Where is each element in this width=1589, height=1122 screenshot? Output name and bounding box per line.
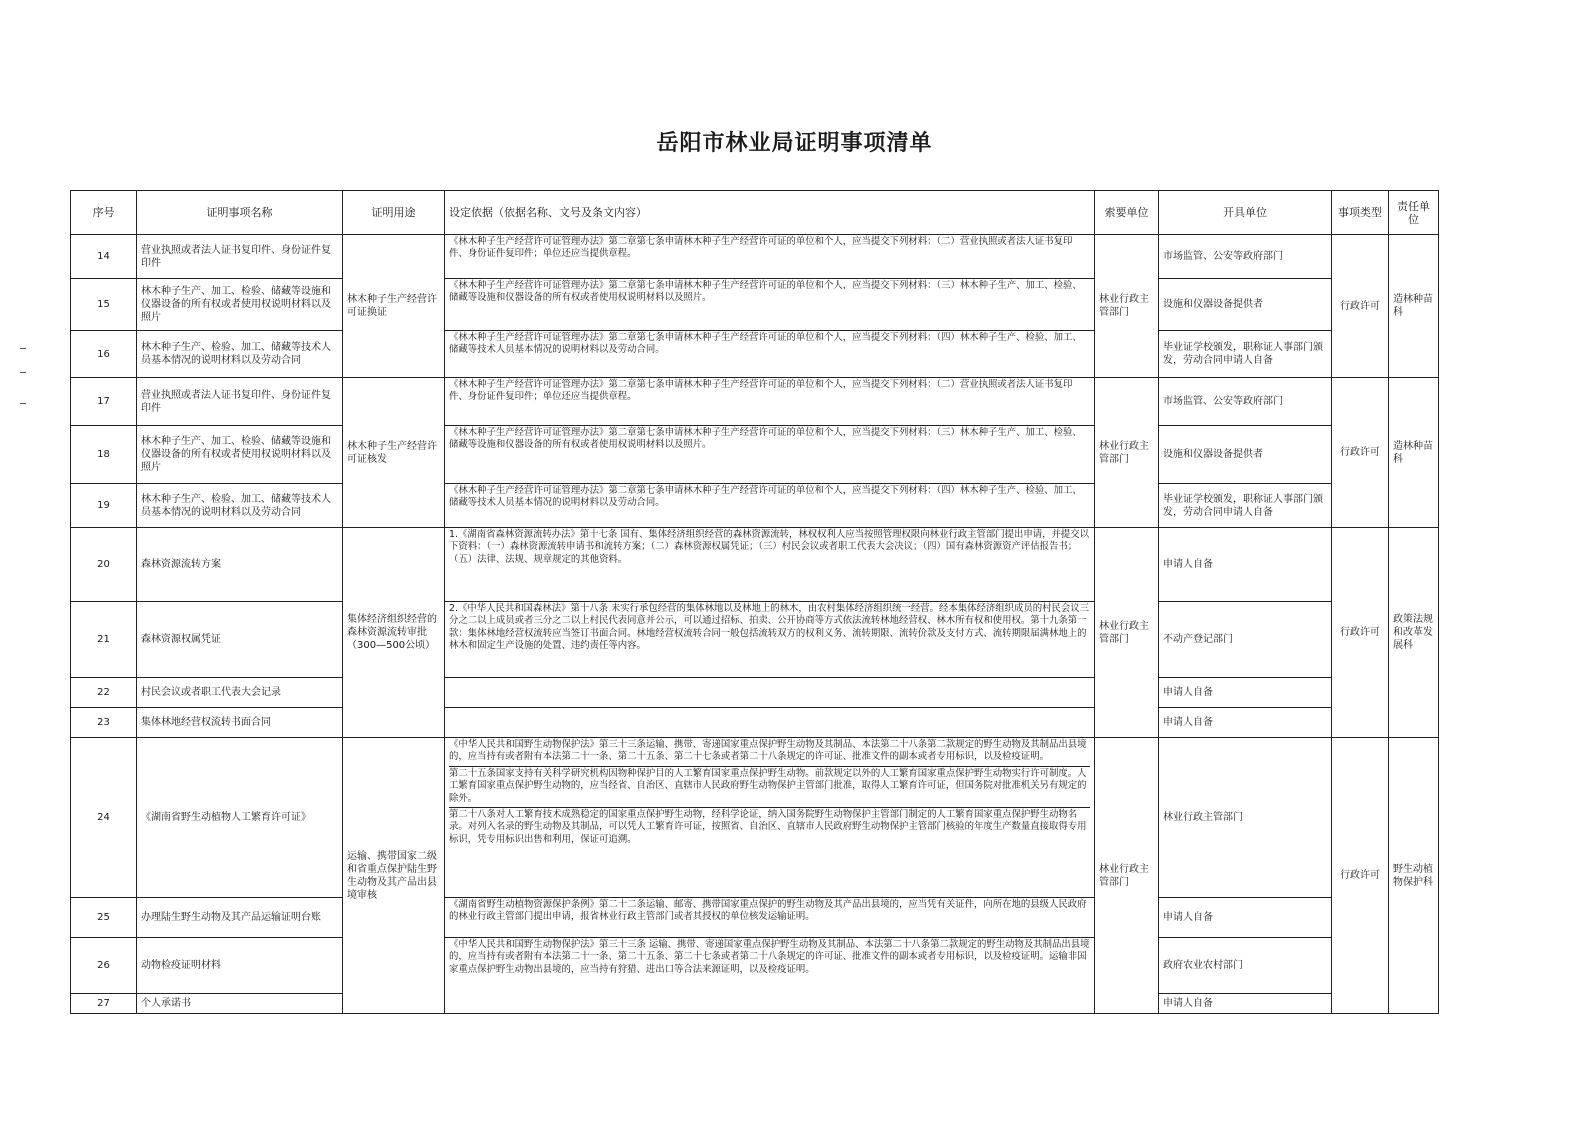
issuer-cell: 申请人自备 [1159,994,1332,1014]
name-cell: 个人承诺书 [137,994,343,1014]
header-type: 事项类型 [1332,191,1389,235]
basis-cell: 《林木种子生产经营许可证管理办法》第二章第七条申请林木种子生产经营许可证的单位和个人，应当提交下列材料：（四）林木种子生产、检验、加工、储藏等技术人员基本情况的说明材料以及劳动合同。 [445,331,1095,378]
basis-cell [445,678,1095,708]
name-cell: 动物检疫证明材料 [137,938,343,994]
header-name: 证明事项名称 [137,191,343,235]
purpose-cell: 林木种子生产经营许可证核发 [343,378,445,528]
responsible-cell: 造林种苗科 [1389,378,1439,528]
type-cell: 行政许可 [1332,528,1389,738]
table-row [71,938,1439,994]
basis-cell: 《林木种子生产经营许可证管理办法》第二章第七条申请林木种子生产经营许可证的单位和个人，应当提交下列材料：（四）林木种子生产、检验、加工、储藏等技术人员基本情况的说明材料以及劳动合同。 [445,484,1095,528]
name-cell: 森林资源流转方案 [137,528,343,602]
name-cell: 营业执照或者法人证书复印件、身份证件复印件 [137,235,343,279]
basis-cell [445,738,1095,898]
requester-cell: 林业行政主管部门 [1095,235,1159,378]
basis-cell: 《林木种子生产经营许可证管理办法》第二章第七条申请林木种子生产经营许可证的单位和个人，应当提交下列材料：（三）林木种子生产、加工、检验、储藏等设施和仪器设备的所有权或者使用权说明材料以及照片。 [445,279,1095,331]
type-cell: 行政许可 [1332,235,1389,378]
table-row [71,528,1439,602]
table-row [71,602,1439,678]
table-row [71,279,1439,331]
issuer-cell: 市场监管、公安等政府部门 [1159,235,1332,279]
basis-paragraph: 第二十五条国家支持有关科学研究机构因物种保护目的人工繁育国家重点保护野生动物。前款规定以外的人工繁育国家重点保护野生动物实行许可制度。人工繁育国家重点保护野生动物的，应当经省、自治区、直辖市人民政府野生动物保护主管部门批准，取得人工繁育许可证，但国务院对批准机关另有规定的除外。 [449,767,1090,808]
basis-cell: 1.《湖南省森林资源流转办法》第十七条 国有、集体经济组织经营的森林资源流转，林权权利人应当按照管理权限向林业行政主管部门提出申请，并提交以下资料：（一）森林资源流转申请书和流转方案；（二）森林资源权属凭证；（三）村民会议或者职工代表大会决议；（四）国有森林资源资产评估报告书；（五）法律、法规、规章规定的其他资料。 [445,528,1095,602]
scan-mark [20,403,26,404]
requester-cell: 林业行政主管部门 [1095,528,1159,738]
seq-cell: 20 [71,528,137,602]
name-cell: 林木种子生产、检验、加工、储藏等技术人员基本情况的说明材料以及劳动合同 [137,331,343,378]
seq-cell: 16 [71,331,137,378]
issuer-cell: 申请人自备 [1159,678,1332,708]
type-cell: 行政许可 [1332,738,1389,1014]
name-cell: 《湖南省野生动植物人工繁育许可证》 [137,738,343,898]
type-cell: 行政许可 [1332,378,1389,528]
proof-items-table [70,190,1439,1014]
issuer-cell: 申请人自备 [1159,528,1332,602]
seq-cell: 24 [71,738,137,898]
seq-cell: 19 [71,484,137,528]
seq-cell: 15 [71,279,137,331]
responsible-cell: 政策法规和改革发展科 [1389,528,1439,738]
seq-cell: 23 [71,708,137,738]
issuer-cell: 申请人自备 [1159,708,1332,738]
header-issuer: 开具单位 [1159,191,1332,235]
basis-cell [445,708,1095,738]
basis-cell: 《湖南省野生动植物资源保护条例》第二十二条运输、邮寄、携带国家重点保护的野生动物及其产品出县境的，应当凭有关证件，向所在地的县级人民政府的林业行政主管部门提出申请，报省林业行政主管部门或者其授权的单位核发运输证明。 [445,898,1095,938]
header-row [71,191,1439,235]
basis-paragraph: 《中华人民共和国野生动物保护法》第三十三条运输、携带、寄递国家重点保护野生动物及其制品、本法第二十八条第二款规定的野生动物及其制品出县境的，应当持有或者附有本法第二十一条、第二十五条、第二十七条或者第二十八条规定的许可证、批准文件的副本或者专用标识，以及检疫证明。 [449,739,1090,767]
name-cell: 村民会议或者职工代表大会记录 [137,678,343,708]
name-cell: 林木种子生产、加工、检验、储藏等设施和仪器设备的所有权或者使用权说明材料以及照片 [137,426,343,484]
seq-cell: 26 [71,938,137,994]
name-cell: 森林资源权属凭证 [137,602,343,678]
name-cell: 林木种子生产、加工、检验、储藏等设施和仪器设备的所有权或者使用权说明材料以及照片 [137,279,343,331]
table-row [71,426,1439,484]
seq-cell: 17 [71,378,137,426]
table-row [71,738,1439,898]
header-requester: 索要单位 [1095,191,1159,235]
seq-cell: 18 [71,426,137,484]
scan-mark [20,348,26,349]
requester-cell: 林业行政主管部门 [1095,738,1159,1014]
purpose-cell: 林木种子生产经营许可证换证 [343,235,445,378]
issuer-cell: 毕业证学校颁发，职称证人事部门颁发，劳动合同申请人自备 [1159,331,1332,378]
seq-cell: 14 [71,235,137,279]
page-title: 岳阳市林业局证明事项清单 [656,130,933,156]
scan-mark [20,372,26,373]
header-responsible: 责任单位 [1389,191,1439,235]
basis-cell: 《林木种子生产经营许可证管理办法》第二章第七条申请林木种子生产经营许可证的单位和个人，应当提交下列材料：（二）营业执照或者法人证书复印件、身份证件复印件；单位还应当提供章程。 [445,378,1095,426]
table-row [71,331,1439,378]
header-seq: 序号 [71,191,137,235]
basis-cell: 《林木种子生产经营许可证管理办法》第二章第七条申请林木种子生产经营许可证的单位和个人，应当提交下列材料：（二）营业执照或者法人证书复印件、身份证件复印件；单位还应当提供章程。 [445,235,1095,279]
header-purpose: 证明用途 [343,191,445,235]
header-basis: 设定依据（依据名称、文号及条文内容） [445,191,1095,235]
name-cell: 林木种子生产、检验、加工、储藏等技术人员基本情况的说明材料以及劳动合同 [137,484,343,528]
seq-cell: 21 [71,602,137,678]
table-row [71,678,1439,708]
issuer-cell: 政府农业农村部门 [1159,938,1332,994]
seq-cell: 22 [71,678,137,708]
requester-cell: 林业行政主管部门 [1095,378,1159,528]
table-row [71,708,1439,738]
issuer-cell: 市场监管、公安等政府部门 [1159,378,1332,426]
issuer-cell: 设施和仪器设备提供者 [1159,279,1332,331]
issuer-cell: 毕业证学校颁发，职称证人事部门颁发，劳动合同申请人自备 [1159,484,1332,528]
name-cell: 集体林地经营权流转书面合同 [137,708,343,738]
responsible-cell: 造林种苗科 [1389,235,1439,378]
table-row [71,378,1439,426]
seq-cell: 27 [71,994,137,1014]
table-row [71,235,1439,279]
seq-cell: 25 [71,898,137,938]
issuer-cell: 设施和仪器设备提供者 [1159,426,1332,484]
purpose-cell: 运输、携带国家二级和省重点保护陆生野生动物及其产品出县境审核 [343,738,445,1014]
basis-cell: 《中华人民共和国野生动物保护法》第三十三条 运输、携带、寄递国家重点保护野生动物及其制品、本法第二十八条第二款规定的野生动物及其制品出县境的，应当持有或者附有本法第二十一条、第二十五条、第二十七条或者第二十八条规定的许可证、批准文件的副本或者专用标识，以及检疫证明。运输非国家重点保护野生动物出县境的，应当持有狩猎、进出口等合法来源证明，以及检疫证明。 [445,938,1095,1014]
name-cell: 办理陆生野生动物及其产品运输证明台账 [137,898,343,938]
issuer-cell: 不动产登记部门 [1159,602,1332,678]
responsible-cell: 野生动植物保护科 [1389,738,1439,1014]
table-row [71,484,1439,528]
issuer-cell: 申请人自备 [1159,898,1332,938]
purpose-cell: 集体经济组织经营的森林资源流转审批（300—500公顷） [343,528,445,738]
basis-cell: 《林木种子生产经营许可证管理办法》第二章第七条申请林木种子生产经营许可证的单位和个人，应当提交下列材料：（三）林木种子生产、加工、检验、储藏等设施和仪器设备的所有权或者使用权说明材料以及照片。 [445,426,1095,484]
issuer-cell: 林业行政主管部门 [1159,738,1332,898]
basis-paragraph: 第二十八条对人工繁育技术成熟稳定的国家重点保护野生动物，经科学论证，纳入国务院野生动物保护主管部门制定的人工繁育国家重点保护野生动物名录。对列入名录的野生动物及其制品，可以凭人工繁育许可证，按照省、自治区、直辖市人民政府野生动物保护主管部门核验的年度生产数量直接取得专用标识，凭专用标识出售和利用，保证可追溯。 [449,809,1087,845]
table-row [71,898,1439,938]
name-cell: 营业执照或者法人证书复印件、身份证件复印件 [137,378,343,426]
basis-cell: 2.《中华人民共和国森林法》第十八条 未实行承包经营的集体林地以及林地上的林木，由农村集体经济组织统一经营。经本集体经济组织成员的村民会议三分之二以上成员或者三分之二以上村民代表同意并公示，可以通过招标、拍卖、公开协商等方式依法流转林地经营权、林木所有权和使用权。第十九条第一款：集体林地经营权流转应当签订书面合同。林地经营权流转合同一般包括流转双方的权利义务、流转期限、流转价款及支付方式、流转期限届满林地上的林木和固定生产设施的处置、违约责任等内容。 [445,602,1095,678]
